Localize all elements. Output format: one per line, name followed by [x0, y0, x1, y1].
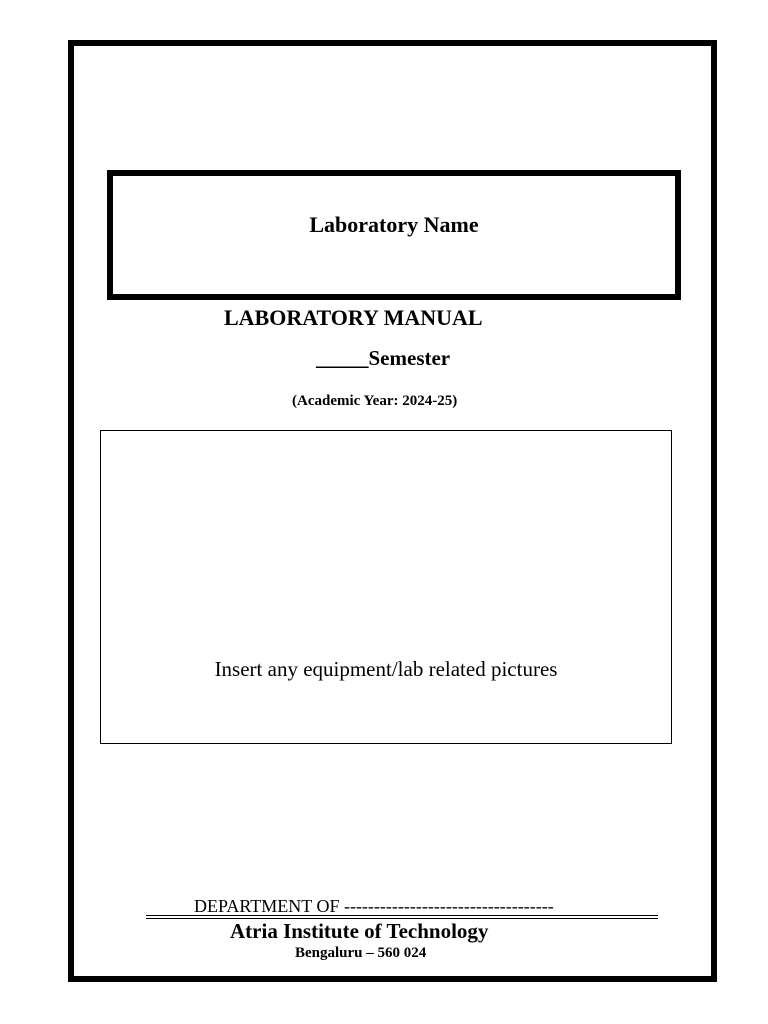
manual-title: LABORATORY MANUAL [224, 305, 483, 330]
picture-placeholder-text: Insert any equipment/lab related pictures [214, 657, 558, 681]
lab-name-box [107, 170, 681, 300]
department-line: DEPARTMENT OF ----------------------------------- [194, 896, 554, 916]
institute-city: Bengaluru – 560 024 [295, 945, 427, 961]
lab-name: Laboratory Name [309, 212, 479, 237]
academic-year: (Academic Year: 2024-25) [292, 393, 458, 409]
institute-name: Atria Institute of Technology [230, 919, 489, 943]
picture-placeholder-box [100, 430, 672, 744]
semester-label: _____Semester [316, 346, 451, 370]
